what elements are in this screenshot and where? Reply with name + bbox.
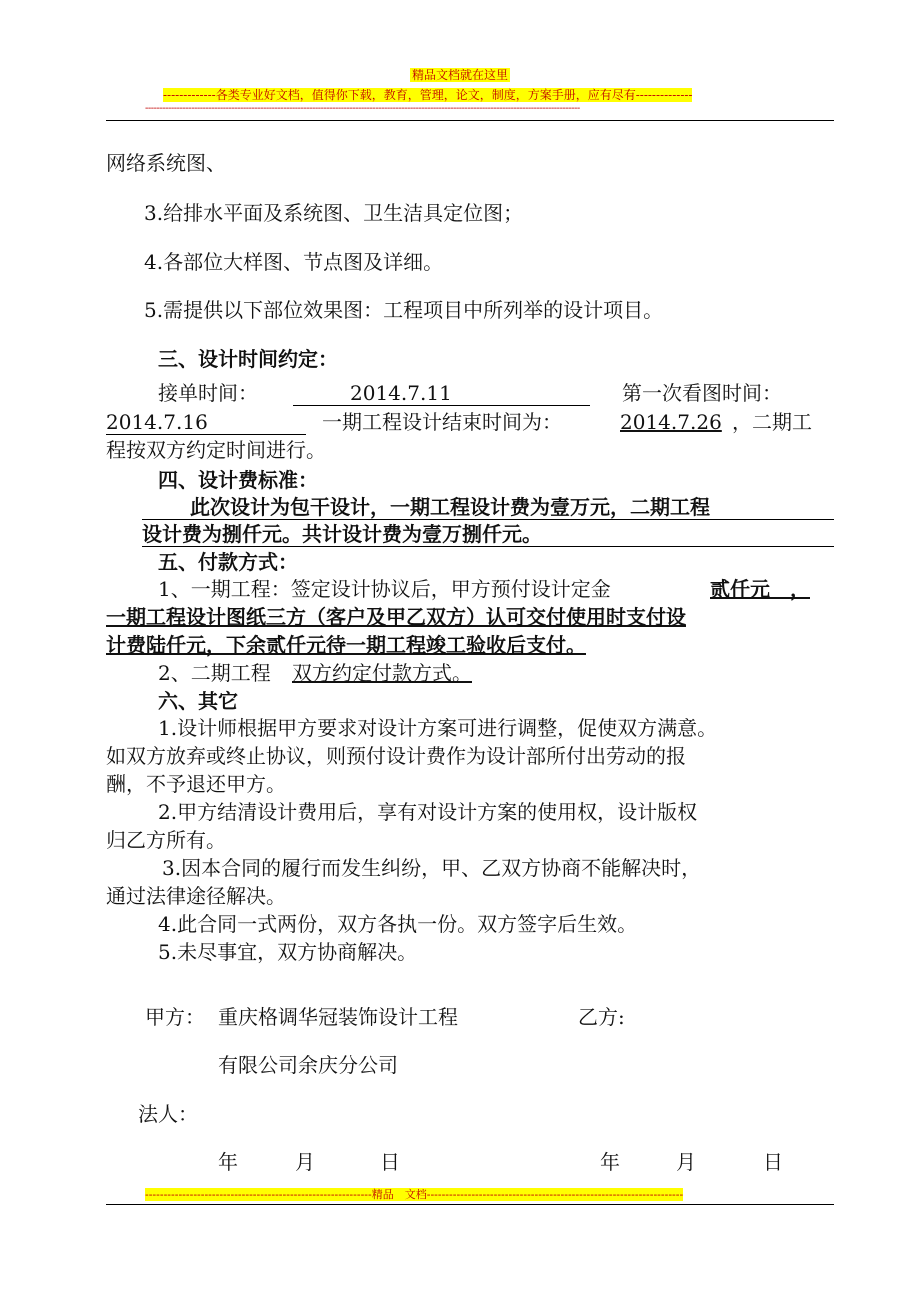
order-time-value: 2014.7.11 — [350, 381, 452, 405]
footer-rule — [106, 1204, 834, 1205]
order-time-label: 接单时间： — [158, 381, 258, 405]
fee-underline-1 — [142, 519, 834, 520]
first-review-underline — [106, 434, 306, 435]
line-network: 网络系统图、 — [106, 151, 226, 175]
header-rule — [106, 120, 834, 121]
party-a-name-1: 重庆格调华冠装饰设计工程 — [218, 1005, 458, 1029]
section-5-heading: 五、付款方式： — [158, 550, 298, 574]
other-3b: 通过法律途径解决。 — [106, 884, 286, 908]
party-b-year: 年 — [600, 1150, 620, 1174]
party-a-name-2: 有限公司余庆分公司 — [218, 1053, 398, 1077]
other-3a: 3.因本合同的履行而发生纠纷，甲、乙双方协商不能解决时， — [162, 856, 702, 880]
section-4-heading: 四、设计费标准： — [158, 468, 318, 492]
fee-line-1: 此次设计为包干设计，一期工程设计费为壹万元，二期工程 — [190, 495, 710, 519]
party-b-label: 乙方: — [578, 1005, 625, 1029]
party-a-label: 甲方： — [145, 1005, 205, 1029]
party-b-day: 日 — [763, 1150, 783, 1174]
legal-rep-label: 法人： — [138, 1102, 198, 1126]
other-1c: 酬，不予退还甲方。 — [106, 772, 286, 796]
other-4: 4.此合同一式两份，双方各执一份。双方签字后生效。 — [158, 912, 638, 936]
other-1b: 如双方放弃或终止协议，则预付设计费作为设计部所付出劳动的报 — [106, 744, 686, 768]
header-subtitle: -------------各类专业好文档，值得你下载，教育，管理，论文，制度，方案手册，应有尽有-------------- — [163, 88, 693, 102]
other-2b: 归乙方所有。 — [106, 828, 226, 852]
header-title: 精品文档就在这里 — [411, 68, 508, 82]
footer-text: -------------------------------------------------------------精品 文档--------------------------------------------------------------------- — [145, 1188, 684, 1201]
phase1-end-value: 2014.7.26 — [620, 410, 722, 434]
other-5: 5.未尽事宜，双方协商解决。 — [158, 940, 418, 964]
phase1-end-label: 一期工程设计结束时间为： — [322, 410, 562, 434]
header-dash-line: ------------------------------------------------------------------------------------------------------------------------------------------------------- — [145, 103, 580, 114]
section-3-heading: 三、设计时间约定： — [158, 347, 338, 371]
first-review-value: 2014.7.16 — [106, 410, 208, 434]
line-item-3: 3.给排水平面及系统图、卫生洁具定位图； — [144, 201, 524, 225]
other-1a: 1.设计师根据甲方要求对设计方案可进行调整，促使双方满意。 — [158, 716, 718, 740]
pay-line-4a: 2、二期工程 — [158, 661, 271, 685]
pay-line-1: 1、一期工程：签定设计协议后，甲方预付设计定金 — [158, 577, 611, 601]
party-a-year: 年 — [218, 1150, 238, 1174]
line-item-5: 5.需提供以下部位效果图：工程项目中所列举的设计项目。 — [144, 298, 664, 322]
fee-underline-2 — [142, 546, 834, 547]
phase2-label: ，二期工 — [732, 410, 812, 434]
order-time-underline — [293, 405, 590, 406]
line-item-4: 4.各部位大样图、节点图及详细。 — [144, 250, 444, 274]
section-6-heading: 六、其它 — [158, 689, 238, 713]
party-b-month: 月 — [676, 1150, 696, 1174]
fee-line-2: 设计费为捌仟元。共计设计费为壹万捌仟元。 — [142, 522, 542, 546]
first-review-label: 第一次看图时间： — [622, 381, 782, 405]
pay-line-4b: 双方约定付款方式。 — [292, 661, 472, 685]
party-a-day: 日 — [380, 1150, 400, 1174]
pay-deposit: 贰仟元 ， — [710, 577, 810, 601]
party-a-month: 月 — [295, 1150, 315, 1174]
pay-line-3: 计费陆仟元，下余贰仟元待一期工程竣工验收后支付。 — [106, 633, 586, 657]
phase2-text: 程按双方约定时间进行。 — [106, 438, 326, 462]
pay-line-2: 一期工程设计图纸三方（客户及甲乙双方）认可交付使用时支付设 — [106, 605, 686, 629]
other-2a: 2.甲方结清设计费用后，享有对设计方案的使用权，设计版权 — [158, 800, 698, 824]
